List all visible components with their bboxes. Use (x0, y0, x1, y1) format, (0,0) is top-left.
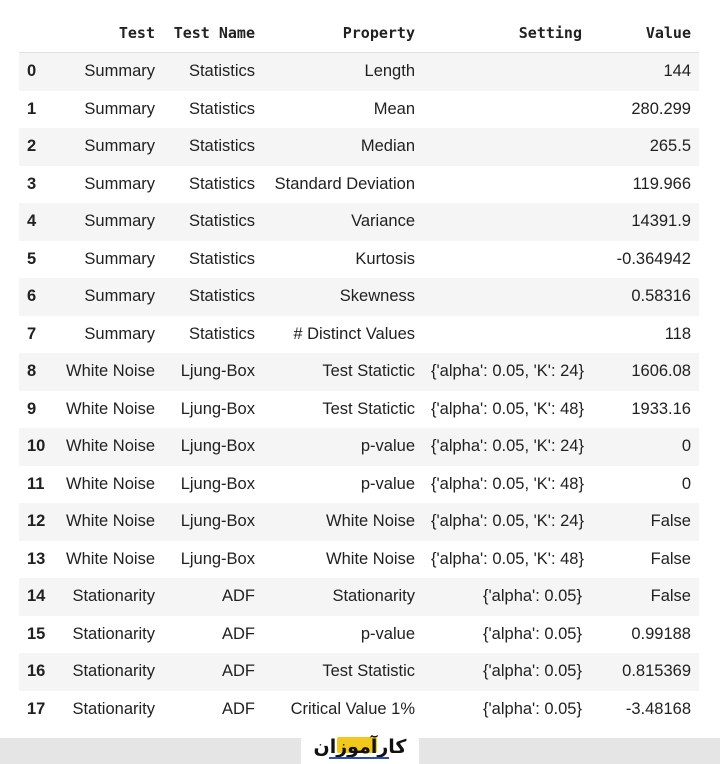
setting-cell (423, 203, 590, 241)
test-name-cell: Statistics (163, 128, 263, 166)
test-cell: White Noise (57, 353, 163, 391)
setting-cell (423, 91, 590, 129)
row-index-cell: 9 (27, 399, 37, 418)
value-cell: 0.58316 (590, 278, 699, 316)
table-row (19, 466, 699, 504)
property-cell: Mean (373, 99, 415, 118)
header-row (19, 14, 699, 53)
table-row (19, 541, 699, 579)
value-cell: 1933.16 (631, 399, 691, 418)
table-row (19, 691, 699, 729)
property-cell: Median (263, 128, 423, 166)
table-row (19, 241, 699, 279)
row-index-cell: 4 (19, 203, 57, 241)
property-cell: Variance (263, 203, 423, 241)
table-row (19, 53, 699, 91)
row-index-cell: 10 (19, 428, 57, 466)
results-table (19, 14, 699, 728)
value-cell: False (590, 578, 699, 616)
row-index-cell: 11 (27, 474, 45, 493)
test-cell: Stationarity (72, 699, 155, 718)
row-index-cell: 0 (19, 53, 57, 91)
watermark-logo (301, 729, 419, 764)
test-cell: Stationarity (57, 653, 163, 691)
test-name-cell: Ljung-Box (163, 353, 263, 391)
test-cell: White Noise (66, 549, 155, 568)
row-index-cell: 13 (27, 549, 46, 568)
test-cell: Summary (84, 249, 155, 268)
value-cell: 14391.9 (590, 203, 699, 241)
test-name-cell: ADF (222, 624, 255, 643)
row-index-cell: 7 (27, 324, 37, 343)
property-cell: White Noise (326, 549, 415, 568)
test-name-cell: Ljung-Box (163, 503, 263, 541)
row-index-cell: 12 (19, 503, 57, 541)
test-name-cell: Statistics (188, 324, 255, 343)
test-cell: Summary (57, 53, 163, 91)
row-index-cell: 15 (27, 624, 46, 643)
value-cell: -3.48168 (625, 699, 691, 718)
test-name-cell: Ljung-Box (163, 428, 263, 466)
logo-text: کارآموزان (313, 735, 407, 758)
column-header-property: Property (263, 14, 423, 53)
setting-cell: {'alpha': 0.05, 'K': 48} (431, 474, 584, 493)
test-name-cell: Ljung-Box (180, 549, 255, 568)
property-cell: Length (263, 53, 423, 91)
value-cell: 280.299 (631, 99, 691, 118)
value-cell: 144 (590, 53, 699, 91)
table-row (19, 128, 699, 166)
test-name-cell: Statistics (163, 203, 263, 241)
test-cell: Summary (84, 99, 155, 118)
setting-cell (423, 166, 590, 204)
test-name-cell: Statistics (188, 174, 255, 193)
table-row (19, 428, 699, 466)
setting-cell (423, 316, 590, 354)
results-table-container (19, 14, 699, 728)
row-index-cell: 14 (19, 578, 57, 616)
test-name-cell: ADF (222, 699, 255, 718)
property-cell: Standard Deviation (274, 174, 415, 193)
test-cell: Summary (84, 174, 155, 193)
table-row (19, 203, 699, 241)
setting-cell: {'alpha': 0.05, 'K': 48} (431, 549, 584, 568)
table-row (19, 653, 699, 691)
test-name-cell: Ljung-Box (180, 474, 255, 493)
test-cell: White Noise (57, 503, 163, 541)
test-name-cell: Statistics (163, 278, 263, 316)
value-cell: 0.99188 (631, 624, 691, 643)
column-header-value: Value (590, 14, 699, 53)
table-row (19, 166, 699, 204)
column-header-test-name: Test Name (163, 14, 263, 53)
test-name-cell: Ljung-Box (180, 399, 255, 418)
property-cell: Test Statistic (263, 653, 423, 691)
table-row (19, 578, 699, 616)
property-cell: Kurtosis (355, 249, 415, 268)
setting-cell (423, 128, 590, 166)
test-cell: Stationarity (57, 578, 163, 616)
table-row (19, 616, 699, 654)
row-index-cell: 16 (19, 653, 57, 691)
test-cell: Summary (57, 278, 163, 316)
setting-cell: {'alpha': 0.05} (423, 653, 590, 691)
property-cell: Critical Value 1% (290, 699, 415, 718)
value-cell: False (590, 503, 699, 541)
value-cell: 1606.08 (590, 353, 699, 391)
row-index-cell: 5 (27, 249, 37, 268)
row-index-cell: 17 (27, 699, 46, 718)
table-row (19, 91, 699, 129)
table-row (19, 503, 699, 541)
row-index-cell: 3 (27, 174, 37, 193)
setting-cell: {'alpha': 0.05, 'K': 24} (423, 353, 590, 391)
column-header-test: Test (57, 14, 163, 53)
setting-cell: {'alpha': 0.05} (483, 624, 582, 643)
test-cell: White Noise (57, 428, 163, 466)
column-header-setting: Setting (423, 14, 590, 53)
value-cell: 119.966 (632, 174, 691, 193)
property-cell: Skewness (263, 278, 423, 316)
property-cell: Test Statictic (322, 399, 415, 418)
property-cell: Stationarity (263, 578, 423, 616)
setting-cell (423, 241, 590, 279)
table-body (19, 53, 699, 729)
setting-cell: {'alpha': 0.05, 'K': 48} (431, 399, 584, 418)
setting-cell: {'alpha': 0.05} (423, 578, 590, 616)
value-cell: 0 (590, 428, 699, 466)
property-cell: p-value (360, 624, 415, 643)
property-cell: p-value (360, 474, 415, 493)
value-cell: 0.815369 (590, 653, 699, 691)
table-row (19, 391, 699, 429)
property-cell: Test Statictic (263, 353, 423, 391)
test-name-cell: Statistics (188, 99, 255, 118)
value-cell: 0 (681, 474, 691, 493)
setting-cell: {'alpha': 0.05, 'K': 24} (423, 503, 590, 541)
test-name-cell: Statistics (188, 249, 255, 268)
test-cell: Summary (57, 203, 163, 241)
test-cell: Summary (84, 324, 155, 343)
property-cell: White Noise (263, 503, 423, 541)
setting-cell: {'alpha': 0.05, 'K': 24} (423, 428, 590, 466)
test-cell: Stationarity (72, 624, 155, 643)
logo-underline (329, 757, 389, 759)
property-cell: # Distinct Values (293, 324, 415, 343)
row-index-cell: 1 (27, 99, 37, 118)
test-name-cell: ADF (163, 653, 263, 691)
row-index-cell: 6 (19, 278, 57, 316)
table-row (19, 353, 699, 391)
test-name-cell: Statistics (163, 53, 263, 91)
property-cell: p-value (263, 428, 423, 466)
value-cell: -0.364942 (616, 249, 691, 268)
test-cell: White Noise (66, 399, 155, 418)
column-header-index (19, 14, 57, 53)
setting-cell: {'alpha': 0.05} (483, 699, 582, 718)
row-index-cell: 8 (19, 353, 57, 391)
value-cell: 265.5 (590, 128, 699, 166)
value-cell: False (650, 549, 691, 568)
setting-cell (423, 53, 590, 91)
test-name-cell: ADF (163, 578, 263, 616)
table-row (19, 278, 699, 316)
test-cell: White Noise (66, 474, 155, 493)
table-row (19, 316, 699, 354)
value-cell: 118 (664, 324, 691, 343)
row-index-cell: 2 (19, 128, 57, 166)
setting-cell (423, 278, 590, 316)
test-cell: Summary (57, 128, 163, 166)
